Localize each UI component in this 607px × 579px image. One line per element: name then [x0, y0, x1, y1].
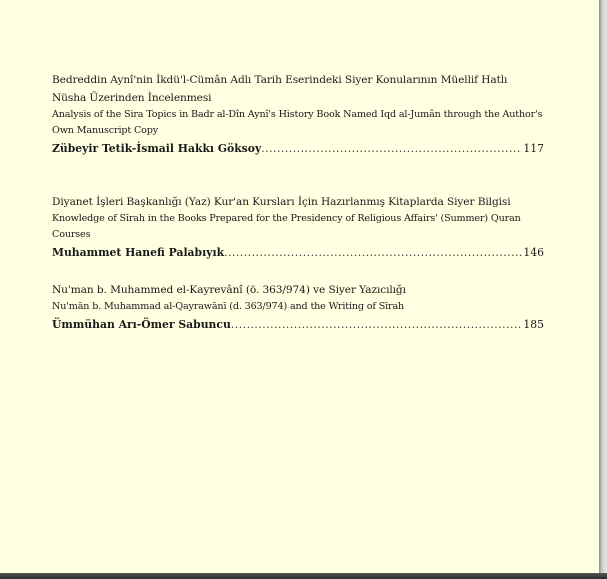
toc-entry-title-turkish: Diyanet İşleri Başkanlığı (Yaz) Kur'an Kursları İçin Hazırlanmış Kitaplarda Siyer Bilgisi: [52, 196, 511, 208]
toc-entry-title-english: Knowledge of Sīrah in the Books Prepared for the Presidency of Religious Affairs' (Summer) Quran Courses: [52, 213, 521, 240]
toc-leader-dots: [261, 139, 522, 158]
toc-leader-dots: [224, 243, 522, 262]
toc-entry-author-line: [52, 139, 544, 158]
toc-entry-page-number: 185: [523, 318, 544, 331]
toc-entry-title-english: Analysis of the Sira Topics in Badr al-Dîn Aynî's History Book Named Iqd al-Jumân through the Author's Own Manuscript Copy: [52, 109, 543, 136]
toc-entry-title-turkish: Nu'man b. Muhammed el-Kayrevânî (ö. 363/974) ve Siyer Yazıcılığı: [52, 284, 406, 296]
toc-entry-page-number: 117: [523, 142, 544, 155]
toc-entry[interactable]: [52, 281, 544, 334]
toc-entry-title-turkish: Bedreddin Aynî'nin İkdü'l-Cümân Adlı Tarih Eserindeki Siyer Konularının Müellif Hatlı Nüsha Üzerinden İncelenmesi: [52, 74, 508, 104]
toc-entry[interactable]: [52, 193, 544, 262]
toc-entry-authors: Muhammet Hanefi Palabıyık: [52, 246, 225, 259]
toc-entry-authors: Ümmühan Arı-Ömer Sabuncu: [52, 318, 231, 331]
toc-leader-dots: [231, 315, 523, 334]
toc-entry-authors: Zübeyir Tetik-İsmail Hakkı Göksoy: [52, 142, 262, 155]
toc-entry-author-line: [52, 315, 544, 334]
page-bottom-edge: [0, 573, 607, 579]
vertical-scrollbar[interactable]: [599, 0, 607, 579]
toc-entry-title-english: Nu'mān b. Muhammad al-Qayrawānī (d. 363/974) and the Writing of Sīrah: [52, 301, 405, 312]
toc-entry-author-line: [52, 243, 544, 262]
toc-entry-page-number: 146: [523, 246, 544, 259]
toc-entry[interactable]: [52, 71, 544, 158]
